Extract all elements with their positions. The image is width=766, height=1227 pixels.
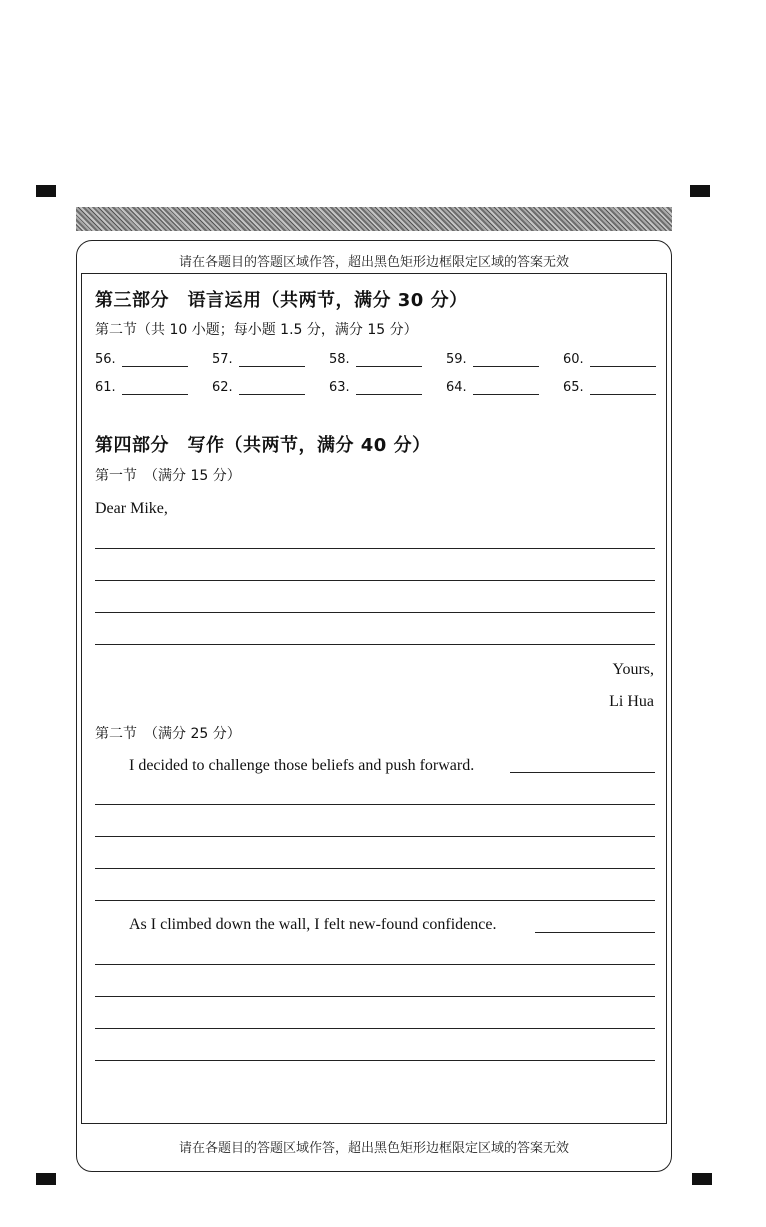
blank-56[interactable]: 56. (95, 352, 188, 367)
letter-signature: Li Hua (609, 693, 654, 710)
blank-row-2 (95, 380, 655, 398)
part4-section1-title: 第一节 （满分 15 分） (95, 468, 241, 484)
part4-title: 第四部分 写作（共两节，满分 40 分） (95, 435, 431, 456)
blank-64[interactable]: 64. (446, 380, 539, 395)
writing-line[interactable] (535, 932, 655, 933)
letter-greeting: Dear Mike, (95, 500, 168, 517)
writing-line[interactable] (95, 996, 655, 997)
writing-line[interactable] (510, 772, 655, 773)
blank-58[interactable]: 58. (329, 352, 422, 367)
notice-bottom: 请在各题目的答题区域作答，超出黑色矩形边框限定区域的答案无效 (178, 1141, 569, 1156)
barcode-strip (76, 207, 672, 231)
registration-mark-bottom-right (692, 1173, 712, 1185)
blank-59[interactable]: 59. (446, 352, 539, 367)
registration-mark-bottom-left (36, 1173, 56, 1185)
writing-line[interactable] (95, 580, 655, 581)
blank-row-1 (95, 352, 655, 370)
blank-60[interactable]: 60. (563, 352, 656, 367)
writing-line[interactable] (95, 868, 655, 869)
blank-62[interactable]: 62. (212, 380, 305, 395)
writing-line[interactable] (95, 644, 655, 645)
writing-line[interactable] (95, 1028, 655, 1029)
part4-section2-title: 第二节 （满分 25 分） (95, 726, 241, 742)
blank-57[interactable]: 57. (212, 352, 305, 367)
writing-line[interactable] (95, 804, 655, 805)
blank-61[interactable]: 61. (95, 380, 188, 395)
writing-line[interactable] (95, 612, 655, 613)
writing-line[interactable] (95, 964, 655, 965)
paragraph1-start: I decided to challenge those beliefs and push forward. (129, 757, 475, 774)
registration-mark-top-right (690, 185, 710, 197)
blank-65[interactable]: 65. (563, 380, 656, 395)
letter-closing: Yours, (612, 661, 654, 678)
registration-mark-top-left (36, 185, 56, 197)
notice-top: 请在各题目的答题区域作答，超出黑色矩形边框限定区域的答案无效 (178, 255, 569, 270)
part3-title: 第三部分 语言运用（共两节，满分 30 分） (95, 290, 468, 311)
writing-line[interactable] (95, 836, 655, 837)
writing-line[interactable] (95, 1060, 655, 1061)
writing-line[interactable] (95, 900, 655, 901)
part3-section-title: 第二节（共 10 小题；每小题 1.5 分，满分 15 分） (95, 322, 418, 338)
blank-63[interactable]: 63. (329, 380, 422, 395)
writing-line[interactable] (95, 548, 655, 549)
paragraph2-start: As I climbed down the wall, I felt new-found confidence. (129, 916, 497, 933)
